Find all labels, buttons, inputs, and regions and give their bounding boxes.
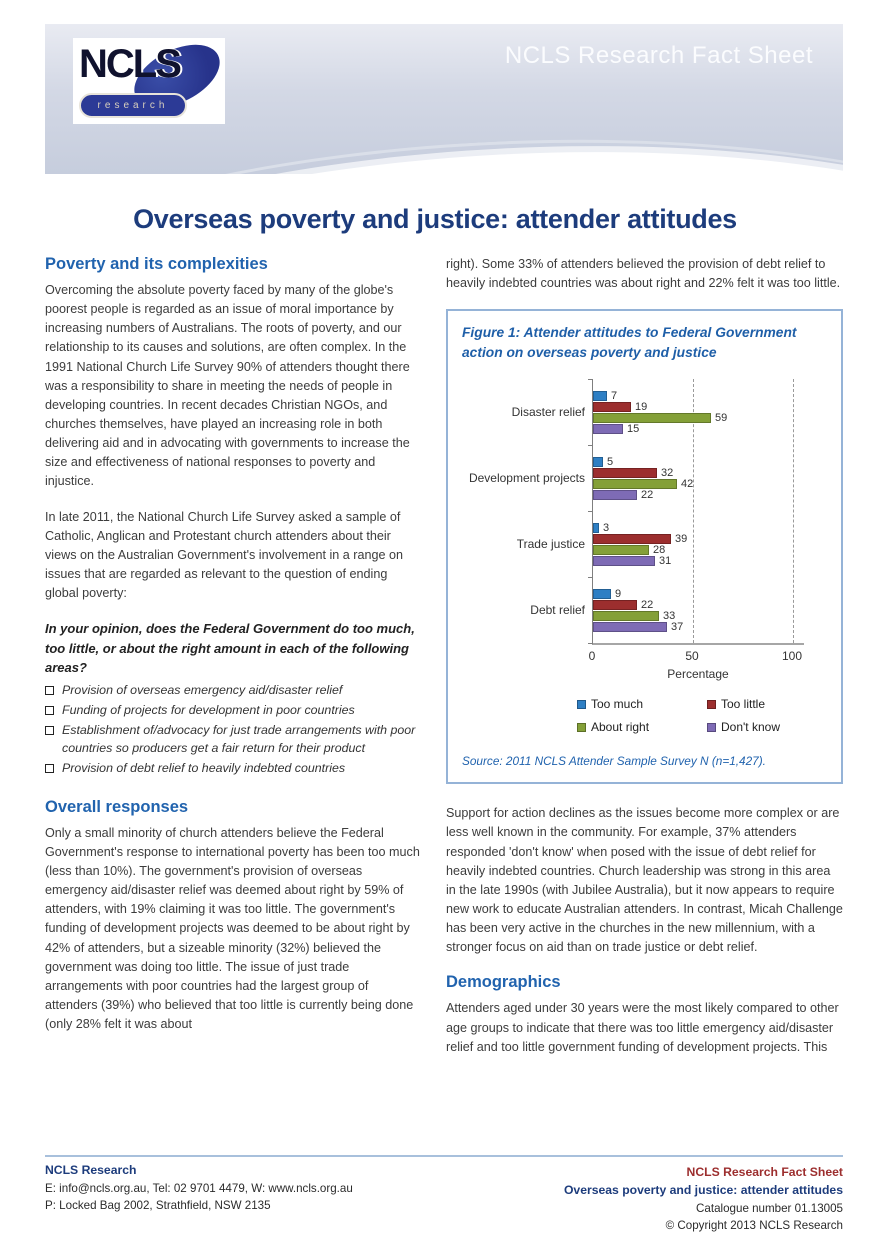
footer-copyright: © Copyright 2013 NCLS Research xyxy=(665,1218,843,1232)
chart-bar-too-little xyxy=(593,468,657,478)
chart-bar-value: 31 xyxy=(659,554,672,567)
chart-bar-don-t-know xyxy=(593,622,667,632)
right-column xyxy=(446,255,843,1155)
legend-swatch-icon xyxy=(707,723,716,732)
chart-bar-group xyxy=(593,445,804,511)
chart-legend xyxy=(577,697,827,734)
legend-label: Don't know xyxy=(721,720,780,735)
paragraph-overall-continued: right). Some 33% of attenders believed the provision of debt relief to heavily indebted countries was about right and 22% felt it was too little. xyxy=(446,257,841,291)
chart-category-label: Disaster relief xyxy=(511,405,585,420)
chart-bar-value: 22 xyxy=(641,488,654,501)
ncls-logo xyxy=(73,38,225,124)
list-item xyxy=(45,722,420,758)
chart-bar-row xyxy=(593,544,804,555)
legend-item xyxy=(577,697,697,711)
chart-bar-row xyxy=(593,390,804,401)
chart-bar-about-right xyxy=(593,611,659,621)
chart-bar-don-t-know xyxy=(593,490,637,500)
chart-bar-value: 33 xyxy=(663,609,676,622)
chart-plot xyxy=(592,379,804,645)
list-item-text: Provision of debt relief to heavily indebted countries xyxy=(62,760,346,775)
survey-areas-list xyxy=(45,682,420,778)
paragraph-overall: Only a small minority of church attenders believe the Federal Government's response to international poverty has been too much (less than 10%). The government's provision of overseas emergency aid/disaster relief was deemed about right by 59% of attenders, with 19% claiming it was too little. The government's funding of development projects was deemed to be about right by 42% of attenders, but a sizeable minority (32%) believed the government was doing too little. The issue of just trade arrangements with poor countries had the largest group of attenders (39%) who believed that too little is currently being done (only 28% felt it was about xyxy=(45,825,420,1032)
chart-bar-value: 19 xyxy=(635,400,648,413)
chart-bar-too-much xyxy=(593,391,607,401)
chart-bar-value: 32 xyxy=(661,466,674,479)
checkbox-icon xyxy=(45,686,54,695)
footer-org-name: NCLS Research xyxy=(45,1163,137,1177)
fact-sheet-banner-title: NCLS Research Fact Sheet xyxy=(504,42,813,69)
footer-contact-line: E: info@ncls.org.au, Tel: 02 9701 4479, W: www.ncls.org.au xyxy=(45,1182,353,1195)
legend-item xyxy=(577,720,697,734)
legend-swatch-icon xyxy=(577,723,586,732)
chart-bar-row xyxy=(593,412,804,423)
chart-x-tick-label: 0 xyxy=(588,649,596,664)
chart-bar-value: 22 xyxy=(641,598,654,611)
chart-bar-value: 9 xyxy=(615,587,622,600)
list-item xyxy=(45,702,420,720)
figure-1 xyxy=(446,309,843,784)
chart-x-tick-label: 100 xyxy=(781,649,803,664)
footer-catalogue-number: Catalogue number 01.13005 xyxy=(696,1201,843,1215)
chart-bar-value: 42 xyxy=(681,477,694,490)
chart-x-axis-label: Percentage xyxy=(667,667,729,682)
chart-bar-too-much xyxy=(593,589,611,599)
footer xyxy=(45,1155,843,1234)
section-heading-demographics: Demographics xyxy=(446,973,561,992)
paragraph-demographics: Attenders aged under 30 years were the most likely compared to other age groups to indicate that there was too little emergency aid/disaster relief and too little government funding of development projects. This xyxy=(446,1001,839,1054)
chart-bar-about-right xyxy=(593,479,677,489)
ncls-logo-research-label: research xyxy=(79,93,187,118)
chart-bar-value: 7 xyxy=(611,389,618,402)
chart-bar-value: 37 xyxy=(671,620,684,633)
chart-bar-row xyxy=(593,456,804,467)
list-item xyxy=(45,682,420,700)
chart-bar-about-right xyxy=(593,545,649,555)
chart-bar-value: 5 xyxy=(607,455,614,468)
chart-bar-too-much xyxy=(593,457,603,467)
section-heading-poverty: Poverty and its complexities xyxy=(45,255,268,273)
legend-label: Too much xyxy=(591,697,644,712)
chart-bar-don-t-know xyxy=(593,424,623,434)
chart-x-tick-label: 50 xyxy=(685,649,699,664)
chart-bar-row xyxy=(593,533,804,544)
chart-bar-row xyxy=(593,423,804,434)
chart-x-axis-ticks xyxy=(588,645,804,664)
chart-bar-don-t-know xyxy=(593,556,655,566)
content-columns xyxy=(0,249,870,1155)
checkbox-icon xyxy=(45,764,54,773)
legend-swatch-icon xyxy=(707,700,716,709)
chart-bar-value: 28 xyxy=(653,543,666,556)
list-item xyxy=(45,760,420,778)
chart-bar-value: 15 xyxy=(627,422,640,435)
legend-label: About right xyxy=(591,720,650,735)
figure-chart xyxy=(464,379,827,645)
ncls-logo-text: NCLS xyxy=(79,42,180,86)
footer-factsheet-label: NCLS Research Fact Sheet xyxy=(686,1165,843,1179)
chart-bar-too-little xyxy=(593,534,671,544)
list-item-text: Establishment of/advocacy for just trade arrangements with poor countries so producers get a fair return for their product xyxy=(62,722,416,755)
chart-bar-value: 59 xyxy=(715,411,728,424)
footer-address-line: P: Locked Bag 2002, Strathfield, NSW 2135 xyxy=(45,1198,271,1212)
chart-bar-too-much xyxy=(593,523,599,533)
chart-bar-group xyxy=(593,511,804,577)
paragraph-support: Support for action declines as the issues become more complex or are less well known in the community. For example, 37% attenders responded 'don't know' when posed with the issue of debt relief for heavily indebted countries. Church leadership was strong in this area in the late 1990s (with Jubilee Australia), but it now appears to require new work to educate Australian attenders. In contrast, Micah Challenge has been very active in the churches in the new millennium, with a stronger focus on aid than on trade justice or debt relief. xyxy=(446,806,843,955)
footer-right xyxy=(564,1163,843,1234)
legend-swatch-icon xyxy=(577,700,586,709)
figure-title: Figure 1: Attender attitudes to Federal Government action on overseas poverty and justice xyxy=(462,325,797,361)
list-item-text: Provision of overseas emergency aid/disaster relief xyxy=(62,682,343,697)
chart-bar-too-little xyxy=(593,600,637,610)
chart-bar-too-little xyxy=(593,402,631,412)
legend-item xyxy=(707,720,827,734)
page-title: Overseas poverty and justice: attender attitudes xyxy=(133,204,737,234)
chart-y-tick xyxy=(588,643,593,644)
chart-bar-row xyxy=(593,489,804,500)
chart-category-label: Trade justice xyxy=(516,537,585,552)
chart-bar-row xyxy=(593,401,804,412)
checkbox-icon xyxy=(45,706,54,715)
legend-label: Too little xyxy=(721,697,766,712)
chart-bar-group xyxy=(593,577,804,643)
chart-category-labels xyxy=(464,379,592,645)
chart-bar-row xyxy=(593,621,804,632)
chart-bar-group xyxy=(593,379,804,445)
section-heading-overall: Overall responses xyxy=(45,797,189,816)
chart-bar-row xyxy=(593,467,804,478)
chart-bar-row xyxy=(593,555,804,566)
legend-item xyxy=(707,697,827,711)
figure-source: Source: 2011 NCLS Attender Sample Survey N (n=1,427). xyxy=(462,754,766,769)
header-band xyxy=(45,24,843,174)
left-column xyxy=(45,255,420,1155)
list-item-text: Funding of projects for development in poor countries xyxy=(62,702,355,717)
chart-bar-row xyxy=(593,599,804,610)
footer-doc-title: Overseas poverty and justice: attender attitudes xyxy=(563,1183,843,1198)
paragraph-poverty-2: In late 2011, the National Church Life Survey asked a sample of Catholic, Anglican and Protestant church attenders about their views on the Australian Government's involvement in a range on issues that are regarded as relevant to the question of ending global poverty: xyxy=(45,509,404,601)
chart-category-label: Development projects xyxy=(468,471,585,486)
chart-bar-row xyxy=(593,610,804,621)
chart-bar-row xyxy=(593,522,804,533)
footer-left xyxy=(45,1163,353,1234)
chart-bar-row xyxy=(593,478,804,489)
header xyxy=(0,0,870,174)
chart-category-label: Debt relief xyxy=(530,603,585,618)
chart-bar-value: 3 xyxy=(603,521,610,534)
chart-bar-row xyxy=(593,588,804,599)
checkbox-icon xyxy=(45,726,54,735)
chart-bar-about-right xyxy=(593,413,711,423)
paragraph-poverty-1: Overcoming the absolute poverty faced by many of the globe's poorest people is regarded as an issue of moral importance by increasing numbers of Australians. The roots of poverty, and our relationship to its causes and solutions, are often complex. In the 1991 National Church Life Survey 90% of attenders thought there was a responsibility to share in meeting the needs of people in developing countries. In recent decades Christian NGOs, and churches themselves, have played an increasing role in both delivering aid and in advocating with governments to increase the size and effectiveness of national responses to poverty and injustice. xyxy=(45,283,410,489)
survey-question: In your opinion, does the Federal Government do too much, too little, or about the right amount in each of the following areas? xyxy=(45,621,415,676)
chart-bar-value: 39 xyxy=(675,532,688,545)
